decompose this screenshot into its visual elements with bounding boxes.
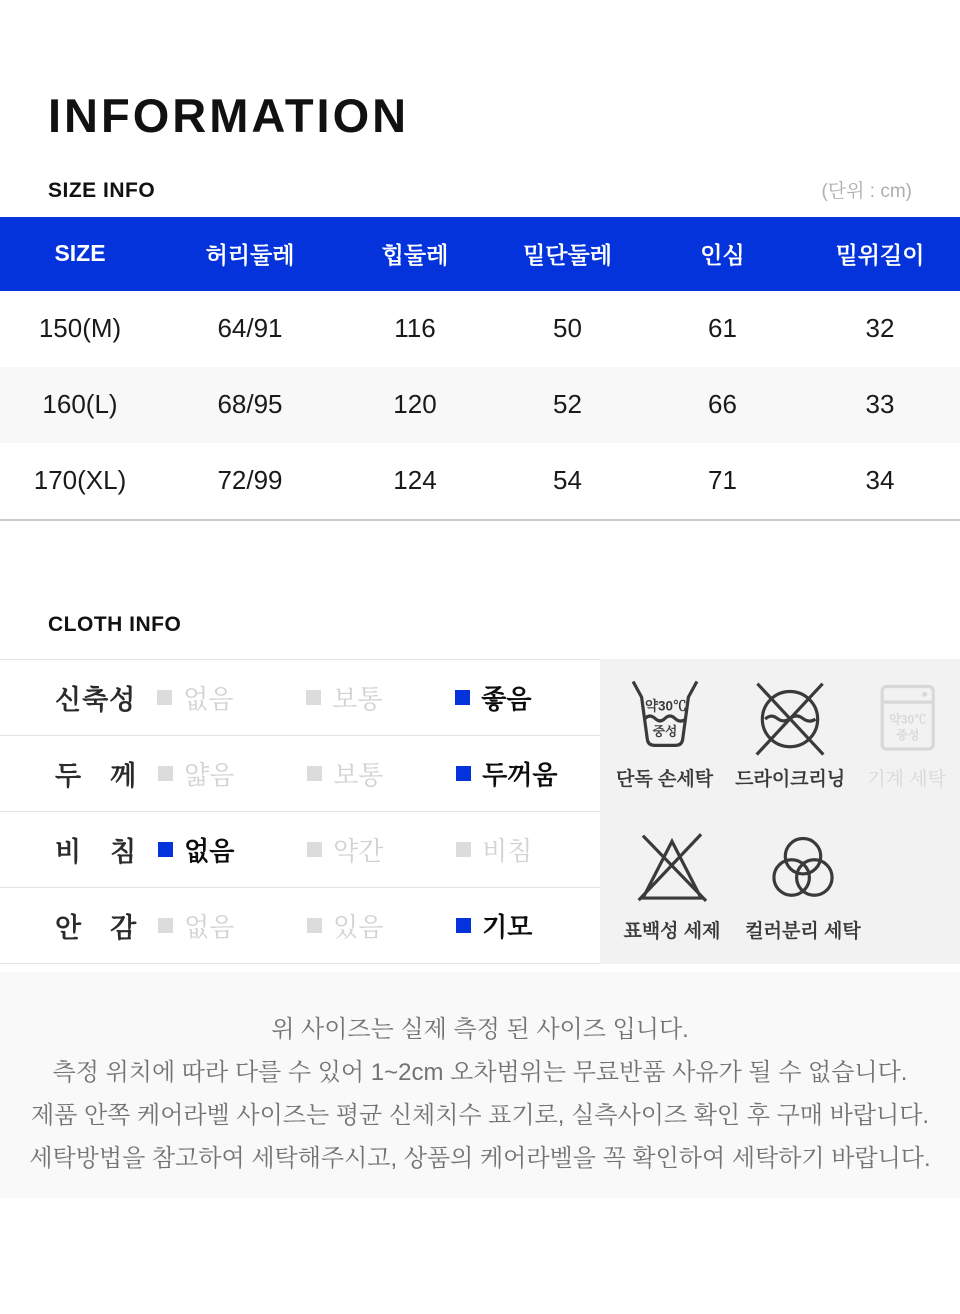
machine-wash-icon [868, 678, 946, 756]
option-item: 보통 [307, 755, 456, 792]
cloth-attributes-table [0, 659, 600, 964]
waist-value: 72/99 [217, 465, 283, 496]
hand-wash-icon [626, 678, 704, 756]
care-item-no-bleach [616, 830, 728, 943]
care-label: 표백성 세제 [623, 921, 721, 943]
care-item-machine-wash [867, 678, 946, 791]
option-item: 보통 [306, 679, 455, 716]
option-item: 얇음 [158, 755, 307, 792]
rise-value: 34 [865, 465, 895, 496]
option-bullet [306, 690, 321, 705]
option-item: 비침 [456, 831, 605, 868]
note-line: 측정 위치에 따라 다를 수 있어 1~2cm 오차범위는 무료반품 사유가 될 수 없습니다. [52, 1058, 908, 1086]
hem-value: 50 [553, 313, 582, 344]
column-header-rise: 밑위길이 [835, 242, 925, 269]
unit-note: (단위 : cm) [821, 180, 912, 202]
option-item: 있음 [307, 907, 456, 944]
option-bullet [456, 842, 471, 857]
waist-value: 68/95 [217, 389, 283, 420]
attribute-label: 신축성 [55, 684, 137, 715]
note-line: 제품 안쪽 케어라벨 사이즈는 평균 신체치수 표기로, 실측사이즈 확인 후 구매 바랍니다. [30, 1101, 930, 1129]
inseam-value: 61 [708, 313, 737, 344]
option-item: 약간 [307, 831, 456, 868]
column-header-hip: 힙둘레 [381, 242, 449, 269]
hem-value: 52 [553, 389, 582, 420]
option-bullet [307, 918, 322, 933]
inseam-value: 66 [708, 389, 737, 420]
care-label: 컬러분리 세탁 [745, 921, 861, 943]
size-info-heading: SIZE INFO [48, 178, 156, 202]
table-row [0, 367, 960, 443]
no-bleach-icon [633, 830, 711, 908]
hem-value: 54 [553, 465, 582, 496]
svg-text:약30℃: 약30℃ [888, 712, 926, 727]
option-item-selected: 좋음 [455, 679, 604, 716]
svg-text:중성: 중성 [895, 728, 919, 743]
table-row [0, 291, 960, 367]
option-bullet [158, 918, 173, 933]
size-value: 170(XL) [33, 465, 127, 496]
care-item-color-separation [728, 830, 878, 943]
column-header-size: SIZE [54, 240, 106, 267]
cloth-info-heading: CLOTH INFO [48, 612, 182, 636]
hip-value: 120 [393, 389, 437, 420]
size-table [0, 217, 960, 521]
care-item-dry-clean [735, 678, 845, 791]
rise-value: 33 [865, 389, 895, 420]
inseam-value: 71 [708, 465, 737, 496]
cloth-row-lining [0, 888, 600, 964]
option-bullet [157, 690, 172, 705]
option-bullet [307, 766, 322, 781]
hip-value: 124 [393, 465, 437, 496]
cloth-row-stretch [0, 660, 600, 736]
laundry-care-panel [600, 659, 960, 964]
option-item: 없음 [157, 679, 306, 716]
cloth-info-section [0, 659, 960, 964]
option-bullet [158, 766, 173, 781]
option-item-selected: 없음 [158, 831, 307, 868]
column-header-inseam: 인심 [700, 242, 745, 269]
rise-value: 32 [865, 313, 895, 344]
note-line: 위 사이즈는 실제 측정 된 사이즈 입니다. [271, 1015, 689, 1043]
color-separation-icon [764, 830, 842, 908]
hip-value: 116 [394, 313, 436, 344]
notes-box [0, 972, 960, 1198]
care-item-hand-wash [616, 678, 713, 791]
waist-value: 64/91 [217, 313, 283, 344]
option-item: 없음 [158, 907, 307, 944]
column-header-hem: 밑단둘레 [523, 242, 612, 269]
svg-text:중성: 중성 [652, 723, 677, 739]
page-title: INFORMATION [48, 89, 410, 142]
attribute-label: 비 침 [55, 836, 138, 867]
note-line: 세탁방법을 참고하여 세탁해주시고, 상품의 케어라벨을 꼭 확인하여 세탁하기 바랍니다. [29, 1144, 931, 1172]
size-info-header [48, 176, 912, 203]
option-bullet-selected [456, 766, 471, 781]
attribute-label: 두 께 [55, 760, 138, 791]
care-label: 단독 손세탁 [616, 769, 714, 791]
option-bullet-selected [455, 690, 470, 705]
size-value: 160(L) [42, 389, 118, 420]
care-label: 드라이크리닝 [735, 769, 846, 791]
svg-text:약30℃: 약30℃ [644, 698, 686, 714]
dry-clean-icon [751, 678, 829, 756]
cloth-row-thickness [0, 736, 600, 812]
care-label: 기계 세탁 [867, 769, 946, 791]
option-item-selected: 두꺼움 [456, 755, 605, 792]
option-bullet [307, 842, 322, 857]
size-value: 150(M) [38, 313, 122, 344]
column-header-waist: 허리둘레 [205, 242, 295, 269]
cloth-row-sheerness [0, 812, 600, 888]
option-bullet-selected [456, 918, 471, 933]
attribute-label: 안 감 [55, 912, 138, 943]
option-item-selected: 기모 [456, 907, 605, 944]
size-table-header [0, 217, 960, 291]
option-bullet-selected [158, 842, 173, 857]
table-row [0, 443, 960, 519]
